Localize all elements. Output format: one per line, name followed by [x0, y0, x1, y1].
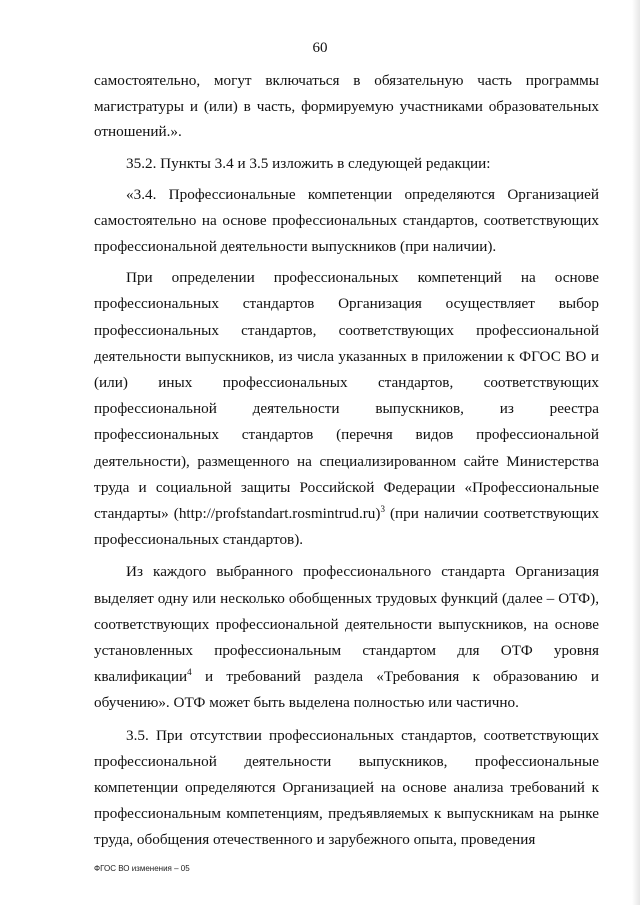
paragraph-otf-tail: и требований раздела «Требования к образованию и обучению». ОТФ может быть выделена полностью или частично. [94, 668, 599, 712]
page-number: 60 [312, 40, 328, 56]
footnote-ref-3: 3 [380, 503, 385, 514]
paragraph-continuation: самостоятельно, могут включаться в обязательную часть программы магистратуры и (или) в часть, формируемую участниками образовательных отношений.». [94, 72, 599, 141]
paragraph-prof-standards-text: При определении профессиональных компетенций на основе профессиональных стандартов Организация осуществляет выбор профессиональных стандартов, соответствующих профессиональной деятельности выпускников, из числа указанных в приложении к ФГОС ВО и (или) иных профессиональных стандартов, соответствующих профессиональной деятельности выпускников, из реестра профессиональных стандартов (перечня видов профессиональной деятельности), размещенного на специализированном сайте Министерства труда и социальной защиты Российской Федерации «Профессиональные стандарты» (http://profstandart.rosmintrud.ru) [94, 269, 599, 522]
paragraph-prof-standards-tail: (при наличии соответствующих профессиональных стандартов). [94, 504, 599, 549]
paragraph-3-5: 3.5. При отсутствии профессиональных стандартов, соответствующих профессиональной деятельности выпускников, профессиональные компетенции определяются Организацией на основе анализа требований к профессиональным компетенциям, предъявляемых к выпускникам на рынке труда, обобщения отечественного и зарубежного опыта, проведения [94, 726, 599, 849]
paragraph-3-4: «3.4. Профессиональные компетенции определяются Организацией самостоятельно на основе профессиональных стандартов, соответствующих профессиональной деятельности выпускников (при наличии). [94, 186, 599, 255]
paragraph-prof-standards [94, 265, 599, 553]
document-footer: ФГОС ВО изменения – 05 [94, 864, 190, 873]
scan-edge-shadow [632, 0, 640, 905]
paragraph-otf-text: Из каждого выбранного профессионального стандарта Организация выделяет одну или несколько обобщенных трудовых функций (далее – ОТФ), соответствующих профессиональной деятельности выпускников, на основе установленных профессиональным стандартом для ОТФ уровня квалификации [94, 563, 599, 686]
paragraph-otf [94, 559, 599, 716]
document-body [94, 68, 599, 854]
paragraph-amendment-35-2: 35.2. Пункты 3.4 и 3.5 изложить в следующей редакции: [126, 154, 491, 172]
footnote-ref-4: 4 [187, 667, 192, 678]
